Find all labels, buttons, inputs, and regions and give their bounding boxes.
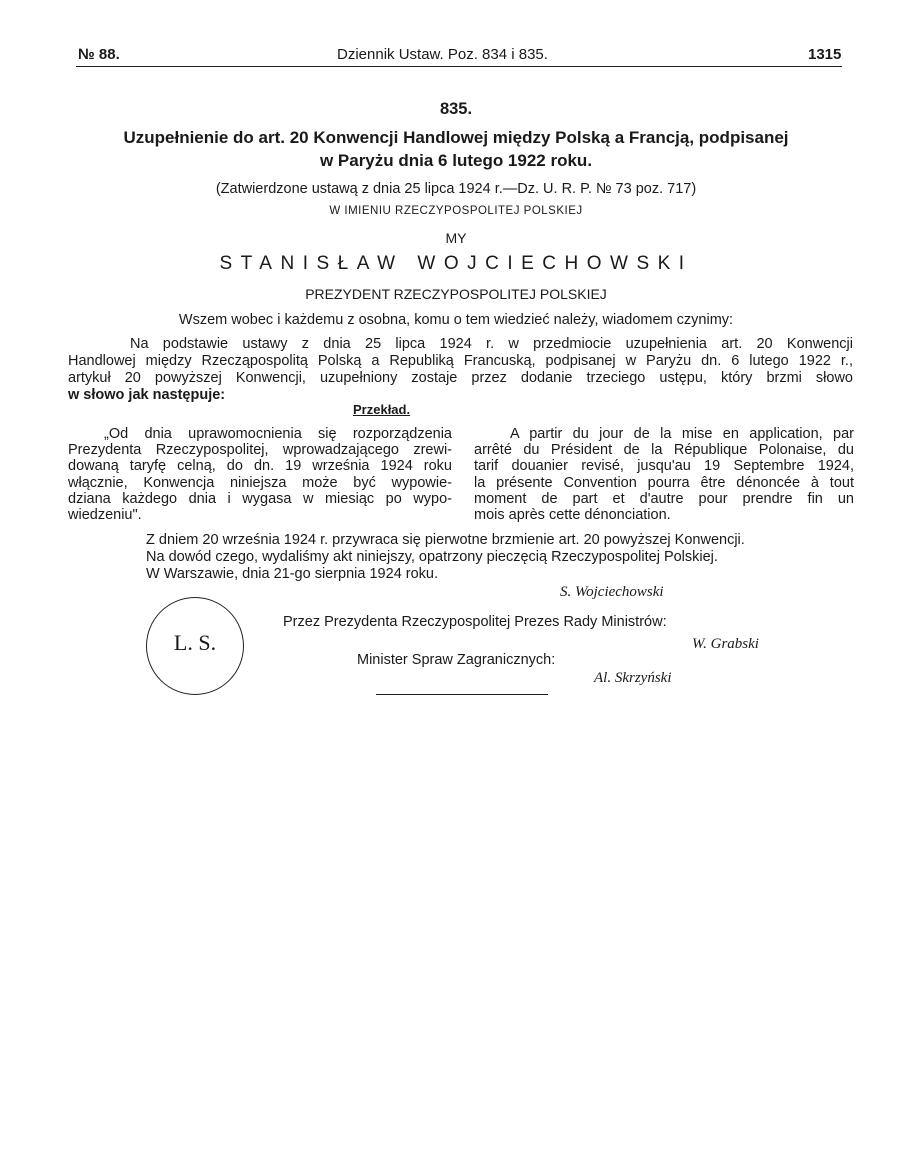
polish-line-1: „Od dnia uprawomocnienia się rozporządzenia [104, 426, 452, 442]
intro-line-4: w słowo jak następuje: [68, 387, 226, 403]
my-line: MY [445, 230, 467, 246]
approval-note: (Zatwierdzone ustawą z dnia 25 lipca 1924 r.—Dz. U. R. P. № 73 poz. 717) [215, 181, 697, 197]
page-number: 1315 [808, 46, 842, 63]
closing-line-3: W Warszawie, dnia 21-go sierpnia 1924 roku. [146, 566, 439, 582]
act-number: 835. [439, 100, 473, 118]
in-name-line: W IMIENIU RZECZYPOSPOLITEJ POLSKIEJ [329, 205, 583, 217]
seal-text: L. S. [173, 630, 217, 655]
foreign-minister-title: Minister Spraw Zagranicznych: [357, 652, 556, 668]
french-line-2: arrêté du Président de la République Polonaise, du [474, 442, 854, 459]
journal-title: Dziennik Ustaw. Poz. 834 i 835. [337, 46, 548, 63]
intro-line-1: Na podstawie ustawy z dnia 25 lipca 1924 r. w przedmiocie uzupełnienia art. 20 Konwencji [130, 336, 853, 352]
closing-rule [376, 694, 548, 695]
president-title: PREZYDENT RZECZYPOSPOLITEJ POLSKIEJ [305, 286, 607, 302]
act-title-line-2: w Paryżu dnia 6 lutego 1922 roku. [319, 151, 593, 170]
french-line-3: tarif douanier revisé, jusqu'au 19 Septembre 1924, [474, 458, 854, 475]
translation-label: Przekład. [353, 402, 411, 417]
page-number-issue: № 88. [78, 46, 120, 63]
polish-line-5: dziana każdego dnia i wygasa w miesiąc po wypo- [68, 490, 452, 507]
closing-line-1: Z dniem 20 września 1924 r. przywraca się pierwotne brzmienie art. 20 powyższej Konwencji. [146, 532, 745, 548]
countersign-intro: Przez Prezydenta Rzeczypospolitej Prezes Rady Ministrów: [283, 614, 667, 630]
seal [146, 597, 244, 695]
french-line-6: mois après cette dénonciation. [474, 507, 671, 524]
french-text-column [474, 426, 854, 523]
french-line-5: moment de part et d'autre pour prendre fin un [474, 490, 854, 507]
polish-line-2: Prezydenta Rzeczypospolitej, wprowadzającego zrewi- [68, 442, 452, 459]
proclamation: Wszem wobec i każdemu z osobna, komu o tem wiedzieć należy, wiadomem czynimy: [178, 312, 734, 328]
president-name: STANISŁAW WOJCIECHOWSKI [219, 253, 693, 274]
french-line-4: la présente Convention pourra être dénoncée à tout [474, 474, 854, 491]
polish-line-3: dowaną taryfę celną, do dn. 19 września 1924 roku [68, 458, 452, 475]
foreign-minister-signature: Al. Skrzyński [594, 670, 672, 686]
header-rule [76, 66, 842, 67]
prime-minister-signature: W. Grabski [692, 636, 759, 652]
polish-line-6: wiedzeniu". [68, 507, 142, 524]
intro-line-3: artykuł 20 powyższej Konwencji, uzupełniony zostaje przez dodanie trzeciego ustępu, który brzmi słowo [68, 370, 853, 386]
french-line-1: A partir du jour de la mise en application, par [510, 426, 854, 442]
act-title-line-1: Uzupełnienie do art. 20 Konwencji Handlowej między Polską a Francją, podpisanej [123, 128, 789, 147]
intro-line-2: Handlowej między Rzecząpospolitą Polską a Republiką Francuską, podpisanej w Paryżu dn. 6 lutego 1922 r., [68, 353, 853, 369]
polish-text-column [68, 426, 452, 523]
polish-line-4: włącznie, Konwencja niniejsza może być wypowie- [68, 474, 452, 491]
president-signature: S. Wojciechowski [560, 584, 664, 600]
closing-line-2: Na dowód czego, wydaliśmy akt niniejszy, opatrzony pieczęcią Rzeczypospolitej Polskiej. [146, 549, 718, 565]
